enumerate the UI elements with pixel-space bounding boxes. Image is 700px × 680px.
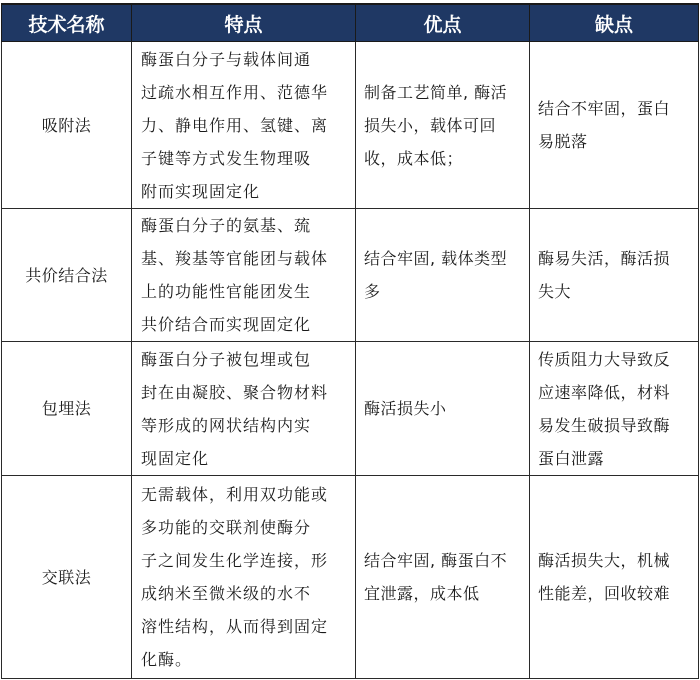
header-technique-name: 技术名称 bbox=[2, 4, 132, 42]
disadvantages-line: 易脱落 bbox=[538, 132, 588, 151]
features-line: 多功能的交联剂使酶分 bbox=[141, 518, 312, 537]
advantages-line: 酶活损失小 bbox=[364, 399, 447, 418]
advantages-cell bbox=[356, 209, 530, 342]
table-row-adsorption bbox=[2, 42, 699, 209]
technique-name-cell: 共价结合法 bbox=[2, 209, 132, 342]
features-line: 共价结合而实现固定化 bbox=[141, 315, 312, 334]
disadvantages-line: 酶活损失大，机械 bbox=[538, 551, 671, 570]
features-line: 子之间发生化学连接，形 bbox=[141, 551, 329, 570]
disadvantages-line: 失大 bbox=[538, 282, 572, 301]
advantages-line: 制备工艺简单, 酶活 bbox=[364, 82, 508, 102]
advantages-line: 结合牢固, 酶蛋白不 bbox=[364, 551, 508, 570]
table-row-entrapment bbox=[2, 342, 699, 476]
technique-name-cell: 包埋法 bbox=[2, 342, 132, 476]
features-line: 现固定化 bbox=[141, 448, 210, 468]
features-line: 酶蛋白分子的氨基、巯 bbox=[141, 216, 312, 235]
technique-name-cell: 吸附法 bbox=[2, 42, 132, 209]
features-line: 子键等方式发生物理吸 bbox=[141, 148, 312, 168]
disadvantages-line: 易发生破损导致酶 bbox=[538, 415, 671, 435]
advantages-line: 结合牢固, 载体类型 bbox=[364, 249, 508, 268]
features-line: 过疏水相互作用、范德华 bbox=[141, 82, 329, 102]
header-row bbox=[2, 4, 699, 42]
advantages-line: 收，成本低； bbox=[364, 148, 464, 168]
advantages-line: 损失小，载体可回 bbox=[364, 115, 497, 135]
disadvantages-line: 性能差，回收较难 bbox=[538, 584, 671, 603]
disadvantages-line: 蛋白泄露 bbox=[538, 448, 605, 468]
features-line: 酶蛋白分子与载体间通 bbox=[141, 49, 312, 69]
disadvantages-cell bbox=[530, 476, 699, 679]
technique-name-cell: 交联法 bbox=[2, 476, 132, 679]
features-line: 成纳米至微米级的水不 bbox=[141, 584, 312, 603]
features-line: 附而实现固定化 bbox=[141, 181, 261, 201]
features-line: 封在由凝胶、聚合物材料 bbox=[141, 382, 329, 402]
disadvantages-line: 结合不牢固，蛋白 bbox=[538, 99, 671, 118]
features-cell bbox=[132, 42, 356, 209]
table-row-cross-linking bbox=[2, 476, 699, 679]
disadvantages-line: 应速率降低，材料 bbox=[538, 382, 671, 402]
features-line: 基、羧基等官能团与载体 bbox=[141, 249, 329, 268]
disadvantages-cell bbox=[530, 209, 699, 342]
header-features: 特点 bbox=[132, 4, 356, 42]
disadvantages-cell bbox=[530, 342, 699, 476]
features-cell bbox=[132, 342, 356, 476]
advantages-cell bbox=[356, 342, 530, 476]
advantages-cell bbox=[356, 476, 530, 679]
advantages-line: 多 bbox=[364, 282, 381, 301]
header-advantages: 优点 bbox=[356, 4, 530, 42]
features-cell bbox=[132, 476, 356, 679]
features-cell bbox=[132, 209, 356, 342]
header-disadvantages: 缺点 bbox=[530, 4, 699, 42]
features-line: 力、静电作用、氢键、离 bbox=[141, 115, 329, 135]
features-line: 上的功能性官能团发生 bbox=[141, 282, 312, 301]
immobilization-methods-table-container bbox=[1, 3, 698, 679]
features-line: 等形成的网状结构内实 bbox=[141, 415, 312, 435]
features-line: 化酶。 bbox=[141, 650, 193, 669]
immobilization-methods-table bbox=[1, 3, 699, 679]
disadvantages-line: 传质阻力大导致反 bbox=[538, 349, 671, 369]
advantages-line: 宜泄露，成本低 bbox=[364, 584, 480, 603]
disadvantages-line: 酶易失活，酶活损 bbox=[538, 249, 671, 268]
table-row-covalent-binding bbox=[2, 209, 699, 342]
advantages-cell bbox=[356, 42, 530, 209]
features-line: 溶性结构，从而得到固定 bbox=[141, 617, 329, 636]
disadvantages-cell bbox=[530, 42, 699, 209]
features-line: 酶蛋白分子被包埋或包 bbox=[141, 349, 312, 369]
features-line: 无需载体，利用双功能或 bbox=[141, 485, 329, 504]
